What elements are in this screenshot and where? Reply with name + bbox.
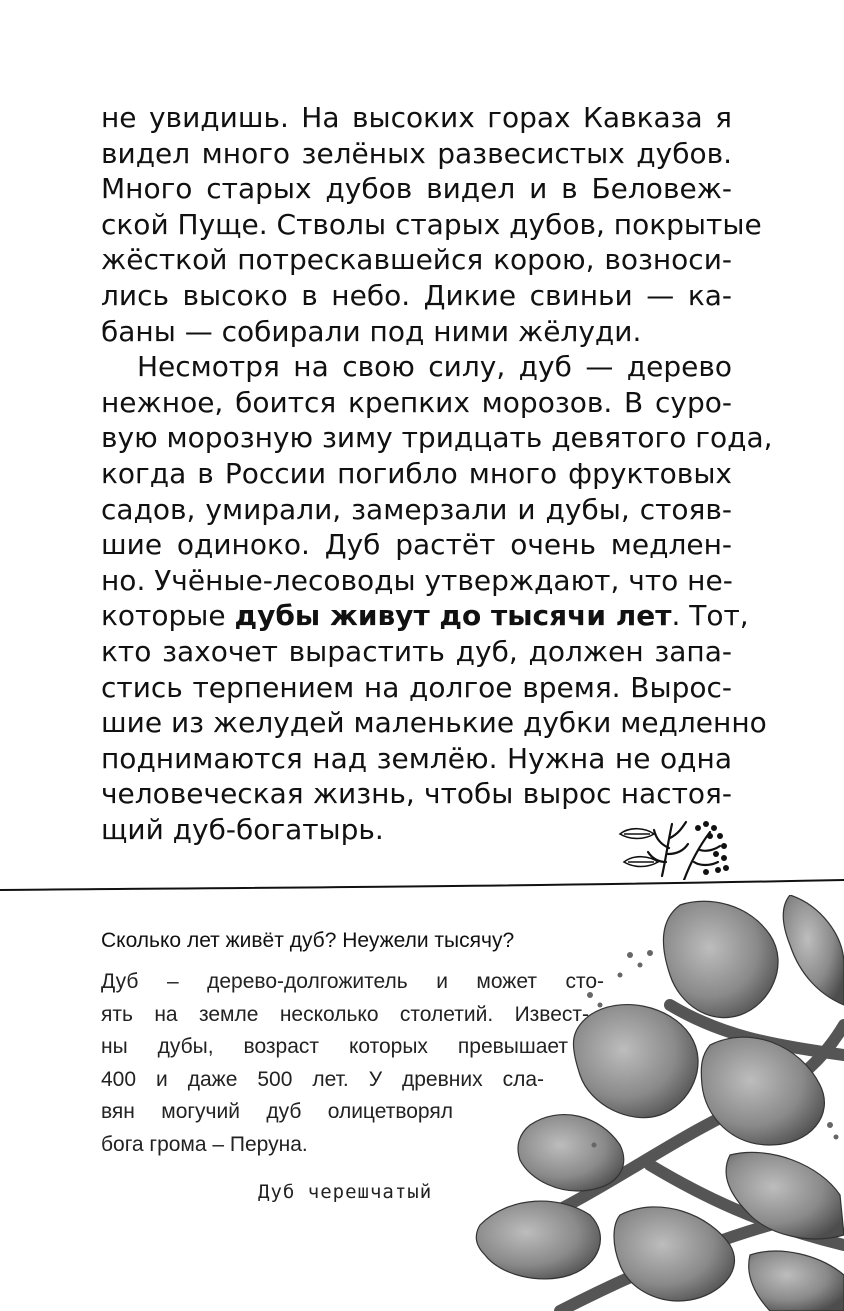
text-line: жёсткой потрескавшейся корою, возноси- xyxy=(101,243,732,277)
text-line: поднимаются над землёю. Нужна не одна xyxy=(101,741,732,775)
text-line xyxy=(101,598,749,634)
text-line: щий дуб-богатырь. xyxy=(101,812,384,846)
plant-sprig-icon xyxy=(614,818,732,880)
text-segment: которые xyxy=(101,599,235,633)
text-segment: . Тот, xyxy=(671,599,749,633)
text-line: баны — собирали под ними жёлуди. xyxy=(101,314,642,348)
text-line: Несмотря на свою силу, дуб — дерево xyxy=(137,350,732,384)
text-line: садов, умирали, замерзали и дубы, стояв- xyxy=(101,492,732,526)
sidebar-line: 400 и даже 500 лет. У древних сла- xyxy=(101,1067,544,1091)
illustration-caption: Дуб черешчатый xyxy=(258,1181,433,1203)
main-text xyxy=(101,100,773,847)
sidebar-line: ны дубы, возраст которых превышает xyxy=(101,1035,568,1059)
sidebar-text xyxy=(101,966,604,1162)
text-line: не увидишь. На высоких горах Кавказа я xyxy=(101,101,732,134)
text-line: нежное, боится крепких морозов. В суро- xyxy=(101,385,732,419)
bold-highlight: дубы живут до тысячи лет xyxy=(234,599,672,633)
sidebar-title: Сколько лет живёт дуб? Неужели тысячу? xyxy=(101,929,515,952)
text-line: лись высоко в небо. Дикие свиньи — ка- xyxy=(101,278,732,312)
sidebar-line: бога грома – Перуна. xyxy=(101,1132,308,1156)
text-line: шие из желудей маленькие дубки медленно xyxy=(101,706,767,740)
text-line: ской Пуще. Стволы старых дубов, покрытые xyxy=(101,207,762,241)
text-line: человеческая жизнь, чтобы вырос настоя- xyxy=(101,777,732,811)
section-divider xyxy=(0,878,844,892)
sidebar-line: ять на земле несколько столетий. Извест- xyxy=(101,1002,589,1026)
text-line: но. Учёные-лесоводы утверждают, что не- xyxy=(101,563,733,597)
text-line: когда в России погибло много фруктовых xyxy=(101,456,732,490)
text-line: вую морозную зиму тридцать девятого года, xyxy=(101,421,773,455)
text-line: видел много зелёных развесистых дубов. xyxy=(101,136,732,170)
sidebar-line: вян могучий дуб олицетворял xyxy=(101,1100,453,1124)
text-line: кто захочет вырастить дуб, должен запа- xyxy=(101,634,732,668)
text-line: стись терпением на долгое время. Вырос- xyxy=(101,670,732,704)
text-line: шие одиноко. Дуб растёт очень медлен- xyxy=(101,528,732,562)
text-line: Много старых дубов видел и в Беловеж- xyxy=(101,172,732,206)
sidebar-line: Дуб – дерево-долгожитель и может сто- xyxy=(101,970,604,993)
